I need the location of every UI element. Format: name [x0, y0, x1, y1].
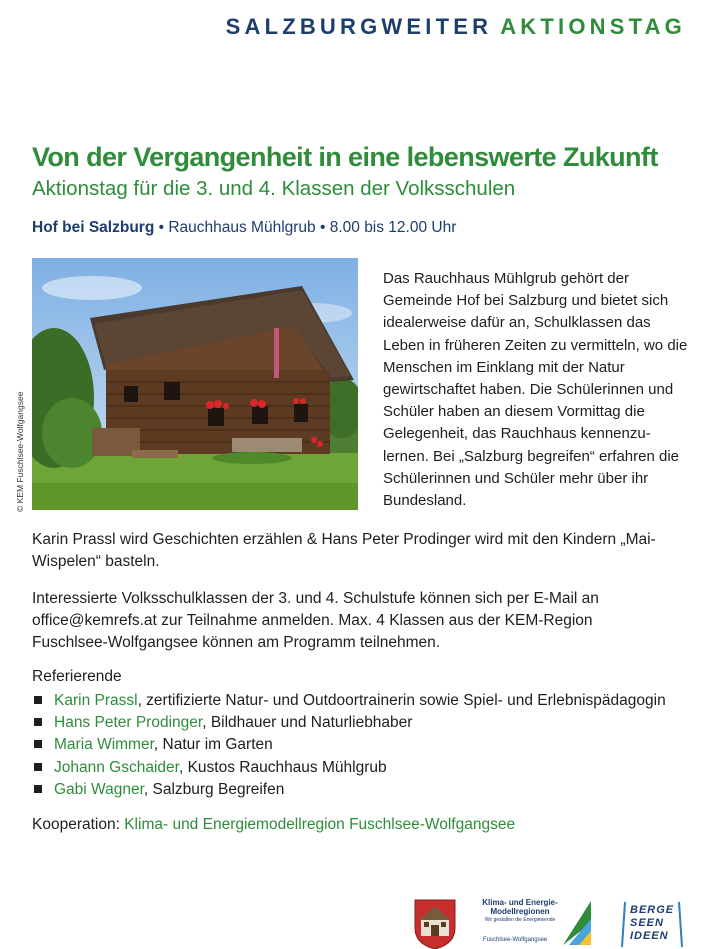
- berge-logo-text: BERGE SEEN IDEEN: [630, 904, 675, 942]
- referent-role: , Bildhauer und Naturliebhaber: [202, 714, 413, 732]
- bullet-icon: [34, 785, 42, 793]
- event-location: Hof bei Salzburg: [32, 219, 155, 236]
- event-meta: [32, 219, 456, 237]
- list-item: [32, 690, 666, 712]
- page-title: Von der Vergangenheit in eine lebenswerte Zukunft: [32, 142, 658, 172]
- kem-logo: [481, 898, 593, 949]
- photo-credit: © KEM Fuschlsee-Wolfgangsee: [15, 391, 25, 512]
- list-item: [32, 757, 666, 779]
- cooperation-value: Klima- und Energiemodellregion Fuschlsee-Wolfgangsee: [124, 816, 516, 833]
- list-item: [32, 779, 666, 801]
- page-subtitle: Aktionstag für die 3. und 4. Klassen der Volksschulen: [32, 177, 516, 200]
- cooperation-line: [32, 816, 515, 834]
- referent-role: , Salzburg Begreifen: [143, 780, 285, 798]
- referent-name: Gabi Wagner: [54, 780, 144, 798]
- header-banner: [226, 14, 686, 40]
- bullet-icon: [34, 696, 42, 704]
- referents-list: [32, 690, 666, 801]
- activity-paragraph: Karin Prassl wird Geschichten erzählen & Hans Peter Prodinger wird mit den Kindern „Mai-Wispelen“ basteln.: [32, 531, 656, 570]
- referents-heading: Referierende: [32, 668, 122, 685]
- farmhouse-photo: [32, 258, 358, 510]
- referent-name: Johann Gschaider: [54, 758, 179, 776]
- bullet-icon: [34, 740, 42, 748]
- event-details: • Rauchhaus Mühlgrub • 8.00 bis 12.00 Uhr: [154, 219, 457, 236]
- list-item: [32, 712, 666, 734]
- municipality-crest-logo: [413, 898, 457, 949]
- header-word-salzburgweiter: SALZBURGWEITER: [225, 14, 493, 39]
- referent-role: , zertifizierte Natur- und Outdoortrainerin sowie Spiel- und Erlebnispädagogin: [137, 692, 666, 709]
- intro-text: Das Rauchhaus Mühlgrub gehört der Gemeinde Hof bei Salzburg und bietet sich idealerweise dafür an, Schulklassen das Leben in früheren Zeiten zu vermitteln, wo die Menschen im Einklang mit der Natur gewirtschaftet haben. Die Schülerinnen und Schüler haben an diesem Vormittag die Gelegenheit, das Rauchhaus kennenzulernen. Bei „Salzburg begreifen“ erfahren die Schülerinnen und Schüler mehr über ihr Bundesland.: [383, 270, 688, 510]
- referent-role: , Natur im Garten: [153, 736, 273, 754]
- bullet-icon: [34, 718, 42, 726]
- list-item: [32, 734, 666, 756]
- kem-logo-title: Klima- und Energie- Modellregionen: [482, 898, 558, 916]
- referent-role: , Kustos Rauchhaus Mühlgrub: [178, 758, 387, 776]
- bullet-icon: [34, 763, 42, 771]
- kem-logo-tagline: Wir gestalten die Energiewende: [484, 917, 556, 923]
- registration-paragraph: Interessierte Volksschulklassen der 3. und 4. Schulstufe können sich per E-Mail an office@kemrefs.at zur Teilnahme anmelden. Max. 4 Klassen aus der KEM-Region Fuschlsee-Wolfgangsee können am Programm teilnehmen.: [32, 590, 599, 651]
- referent-name: Maria Wimmer: [54, 736, 154, 754]
- referent-name: Karin Prassl: [54, 692, 138, 709]
- berge-seen-ideen-logo: [620, 900, 684, 949]
- cooperation-label: Kooperation:: [32, 816, 125, 833]
- header-word-aktionstag: AKTIONSTAG: [500, 14, 686, 39]
- referent-name: Hans Peter Prodinger: [54, 714, 203, 732]
- kem-logo-region: Fuschlsee-Wolfgangsee: [483, 937, 548, 943]
